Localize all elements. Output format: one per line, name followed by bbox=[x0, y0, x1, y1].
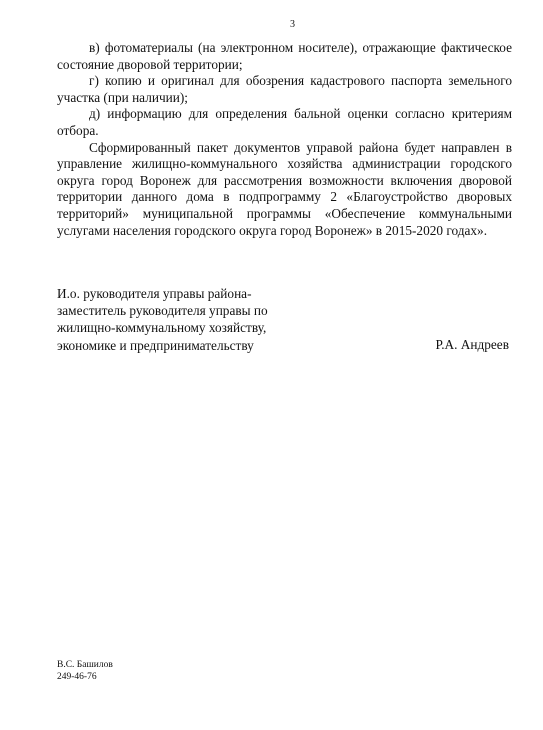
page-number: 3 bbox=[290, 19, 295, 30]
signatory-position-line: И.о. руководителя управы района- bbox=[57, 286, 252, 301]
paragraph-item-d: д) информацию для определения бальной оценки согласно критериям отбора. bbox=[57, 106, 512, 138]
executor-name: В.С. Башилов bbox=[57, 660, 113, 670]
signature-block bbox=[57, 285, 512, 354]
paragraph-item-g: г) копию и оригинал для обозрения кадастрового паспорта земельного участка (при наличии); bbox=[57, 73, 512, 105]
executor-phone: 249-46-76 bbox=[57, 671, 97, 682]
signatory-position-line: заместитель руководителя управы по bbox=[57, 303, 268, 319]
signatory-position-line: экономике и предпринимательству bbox=[57, 337, 254, 353]
paragraph-package-note: Сформированный пакет документов управой района будет направлен в управление жилищно-коммунального хозяйства администрации городского округа город Воронеж для рассмотрения возможности включения дворовой территории данного дома в подпрограмму 2 «Благоустройство дворовых территорий» муниципальной программы «Обеспечение коммунальными услугами населения городского округа город Воронеж» в 2015-2020 годах». bbox=[57, 139, 512, 238]
signatory-position-line: жилищно-коммунальному хозяйству, bbox=[57, 320, 267, 336]
paragraph-item-v: в) фотоматериалы (на электронном носителе), отражающие фактическое состояние дворовой территории; bbox=[57, 40, 512, 72]
signatory-name: Р.А. Андреев bbox=[435, 337, 509, 352]
document-body bbox=[57, 40, 512, 239]
executor-info bbox=[57, 660, 113, 683]
